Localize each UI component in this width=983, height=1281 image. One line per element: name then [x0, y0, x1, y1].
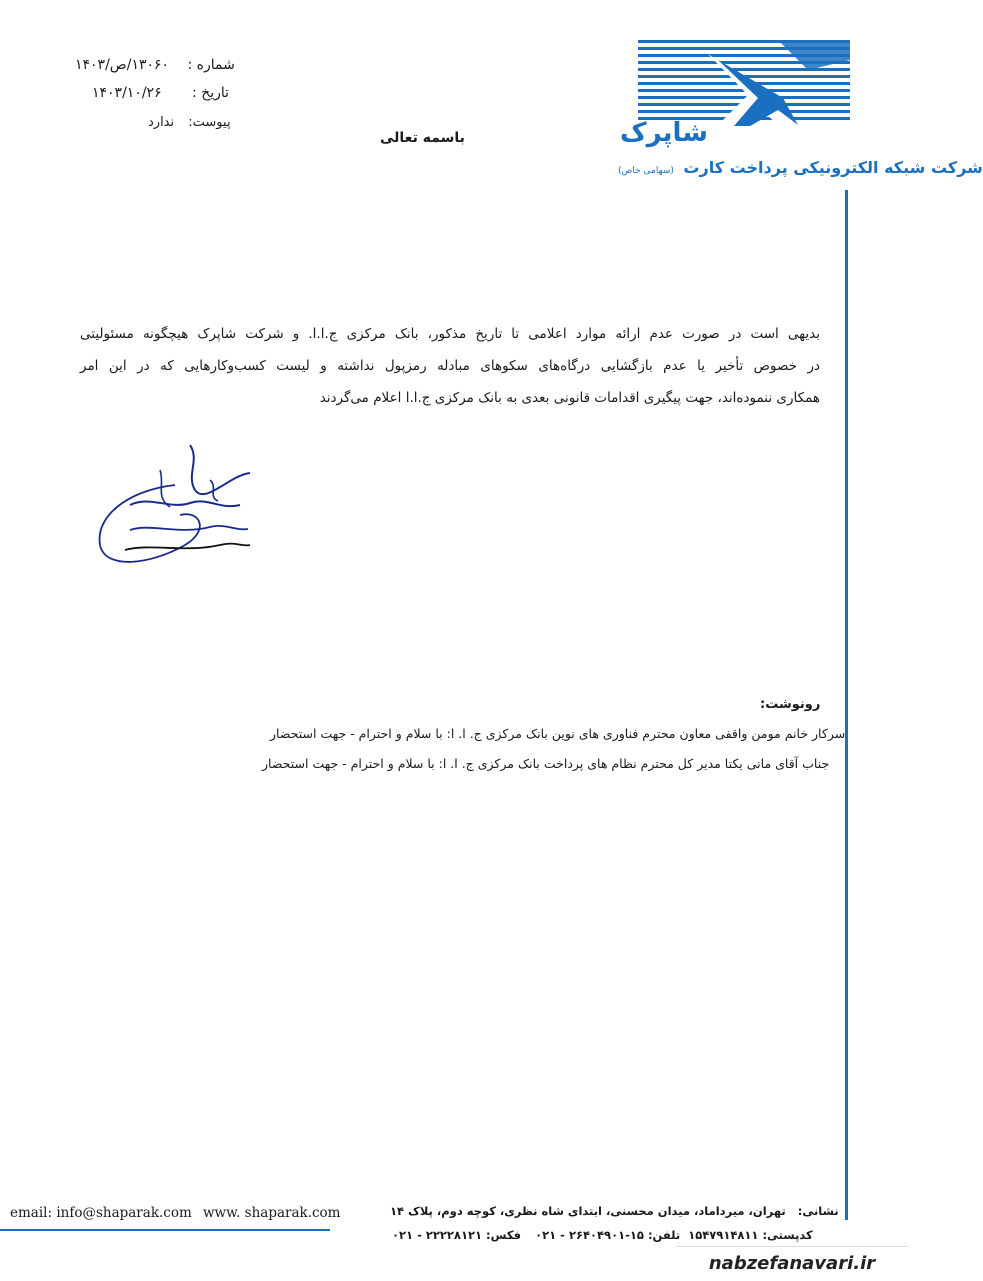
footer-address-value: تهران، میرداماد، میدان محسنی، ابتدای شاه نظری، کوچه دوم، پلاک ۱۴ [390, 1204, 786, 1218]
letter-attachment-label: پیوست: [188, 115, 231, 130]
letter-number [75, 57, 235, 73]
letter-date-label: تاریخ : [192, 85, 230, 101]
letter-number-label: شماره : [187, 57, 235, 73]
source-watermark: nabzefanavari.ir [676, 1246, 908, 1281]
footer-email: email: info@shaparak.com [10, 1205, 192, 1221]
letter-attachment-value: ندارد [148, 115, 175, 130]
brand-name: شاپرک [620, 118, 708, 148]
letter-body [80, 318, 820, 414]
letter-date [92, 85, 229, 101]
footer-phone-label: تلفن: [647, 1228, 681, 1242]
handwritten-signature [90, 435, 260, 570]
letter-date-value: ۱۴۰۳/۱۰/۲۶ [92, 85, 162, 101]
cc-title: رونوشت: [760, 697, 821, 712]
body-line: همکاری ننموده‌اند، جهت پیگیری اقدامات قانونی بعدی به بانک مرکزی ج.ا.ا اعلام می‌گردند [319, 390, 820, 406]
footer-address-label: نشانی: [797, 1204, 839, 1218]
footer-address [390, 1204, 839, 1218]
footer-phone-value: ۱۵-۲۶۴۰۴۹۰۱ - ۰۲۱ [535, 1228, 644, 1242]
company-type: (سهامی خاص) [618, 166, 674, 176]
cc-line: سرکار خانم مومن واقفی معاون محترم فناوری های نوین بانک مرکزی ج. ا. ا: با سلام و احترام - جهت استحضار [270, 726, 846, 741]
letter-number-value: ۱۳۰۶۰/ص/۱۴۰۳ [75, 57, 170, 73]
letterhead-vertical-rule [845, 190, 848, 1220]
footer-rule [0, 1229, 330, 1231]
footer-postal-value: ۱۵۴۷۹۱۴۸۱۱ [688, 1228, 759, 1242]
company-name [618, 158, 983, 177]
company-name-text: شرکت شبکه الکترونیکی پرداخت کارت [683, 158, 983, 177]
letter-attachment [148, 115, 231, 130]
body-line: بدیهی است در صورت عدم ارائه موارد اعلامی تا تاریخ مذکور، بانک مرکزی ج.ا.ا. و شرکت شاپرک هیچگونه مسئولیتی [80, 326, 820, 342]
footer-contact [392, 1228, 813, 1242]
footer-postal-label: کدپستی: [762, 1228, 813, 1242]
company-logo [610, 40, 983, 190]
body-line: در خصوص تأخیر یا عدم بازگشایی درگاه‌های سکوهای مبادله رمزپول نداشته و لیست کسب‌وکارهایی که در این امر [80, 358, 820, 374]
cc-line: جناب آقای مانی یکتا مدیر کل محترم نظام های پرداخت بانک مرکزی ج. ا. ا: با سلام و احترام - جهت استحضار [262, 756, 830, 771]
footer-website: www. shaparak.com [203, 1205, 341, 1221]
footer-fax-value: ۲۲۲۲۸۱۲۱ - ۰۲۱ [392, 1228, 482, 1242]
salutation: باسمه تعالی [380, 130, 465, 146]
footer-fax-label: فکس: [486, 1228, 522, 1242]
